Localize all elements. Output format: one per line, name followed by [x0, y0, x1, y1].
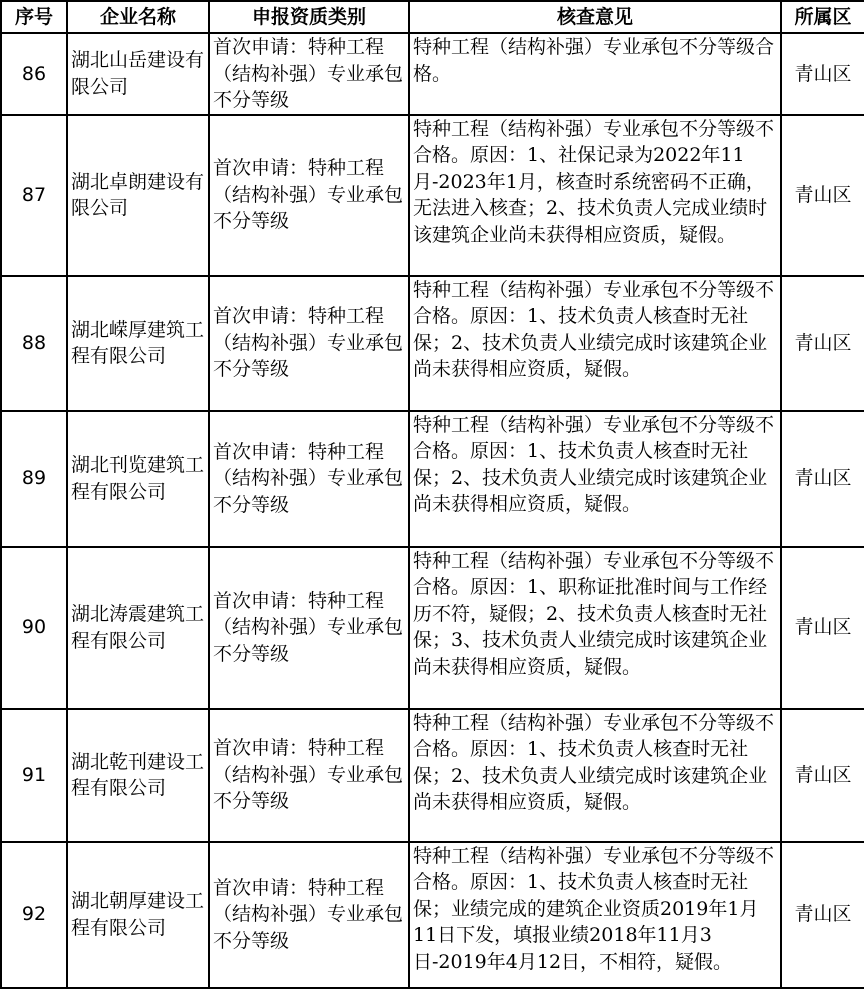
- review-opinion: 特种工程（结构补强）专业承包不分等级不合格。原因：1、技术负责人核查时无社保；2、技术负责人业绩完成时该建筑企业尚未获得相应资质，疑假。: [409, 276, 781, 411]
- table-row: [1, 33, 864, 115]
- row-number: 91: [1, 709, 67, 842]
- qualification-type: 首次申请：特种工程（结构补强）专业承包不分等级: [209, 411, 409, 547]
- district: 青山区: [781, 709, 864, 842]
- qualification-type: 首次申请：特种工程（结构补强）专业承包不分等级: [209, 33, 409, 115]
- company-name: 湖北山岳建设有限公司: [67, 33, 209, 115]
- company-name: 湖北乾刊建设工程有限公司: [67, 709, 209, 842]
- row-number: 89: [1, 411, 67, 547]
- row-number: 88: [1, 276, 67, 411]
- district: 青山区: [781, 115, 864, 276]
- table-row: [1, 547, 864, 709]
- company-name: 湖北朝厚建设工程有限公司: [67, 842, 209, 988]
- review-opinion: 特种工程（结构补强）专业承包不分等级不合格。原因：1、职称证批准时间与工作经历不符，疑假；2、技术负责人核查时无社保；3、技术负责人业绩完成时该建筑企业尚未获得相应资质，疑假。: [409, 547, 781, 709]
- qualification-type: 首次申请：特种工程（结构补强）专业承包不分等级: [209, 547, 409, 709]
- qualification-type: 首次申请：特种工程（结构补强）专业承包不分等级: [209, 115, 409, 276]
- row-number: 92: [1, 842, 67, 988]
- header-company: 企业名称: [67, 1, 209, 33]
- table-row: [1, 276, 864, 411]
- header-opinion: 核查意见: [409, 1, 781, 33]
- district: 青山区: [781, 276, 864, 411]
- row-number: 86: [1, 33, 67, 115]
- review-opinion: 特种工程（结构补强）专业承包不分等级不合格。原因：1、社保记录为2022年11月-2023年1月，核查时系统密码不正确，无法进入核查；2、技术负责人完成业绩时该建筑企业尚未获得相应资质，疑假。: [409, 115, 781, 276]
- district: 青山区: [781, 33, 864, 115]
- header-type: 申报资质类别: [209, 1, 409, 33]
- table-row: [1, 411, 864, 547]
- review-opinion: 特种工程（结构补强）专业承包不分等级合格。: [409, 33, 781, 115]
- header-row: [1, 1, 864, 33]
- header-region: 所属区: [781, 1, 864, 33]
- district: 青山区: [781, 547, 864, 709]
- row-number: 90: [1, 547, 67, 709]
- district: 青山区: [781, 842, 864, 988]
- company-name: 湖北嵘厚建筑工程有限公司: [67, 276, 209, 411]
- table-row: [1, 709, 864, 842]
- company-name: 湖北涛震建筑工程有限公司: [67, 547, 209, 709]
- table-row: [1, 842, 864, 988]
- table-row: [1, 115, 864, 276]
- review-opinion: 特种工程（结构补强）专业承包不分等级不合格。原因：1、技术负责人核查时无社保；2、技术负责人业绩完成时该建筑企业尚未获得相应资质，疑假。: [409, 411, 781, 547]
- qualification-type: 首次申请：特种工程（结构补强）专业承包不分等级: [209, 842, 409, 988]
- qualification-type: 首次申请：特种工程（结构补强）专业承包不分等级: [209, 709, 409, 842]
- review-opinion: 特种工程（结构补强）专业承包不分等级不合格。原因：1、技术负责人核查时无社保；2、技术负责人业绩完成时该建筑企业尚未获得相应资质，疑假。: [409, 709, 781, 842]
- company-name: 湖北卓朗建设有限公司: [67, 115, 209, 276]
- district: 青山区: [781, 411, 864, 547]
- row-number: 87: [1, 115, 67, 276]
- qualification-type: 首次申请：特种工程（结构补强）专业承包不分等级: [209, 276, 409, 411]
- review-opinion: 特种工程（结构补强）专业承包不分等级不合格。原因：1、技术负责人核查时无社保；业绩完成的建筑企业资质2019年1月11日下发，填报业绩2018年11月3日-2019年4月12日，不相符，疑假。: [409, 842, 781, 988]
- header-no: 序号: [1, 1, 67, 33]
- company-name: 湖北刊览建筑工程有限公司: [67, 411, 209, 547]
